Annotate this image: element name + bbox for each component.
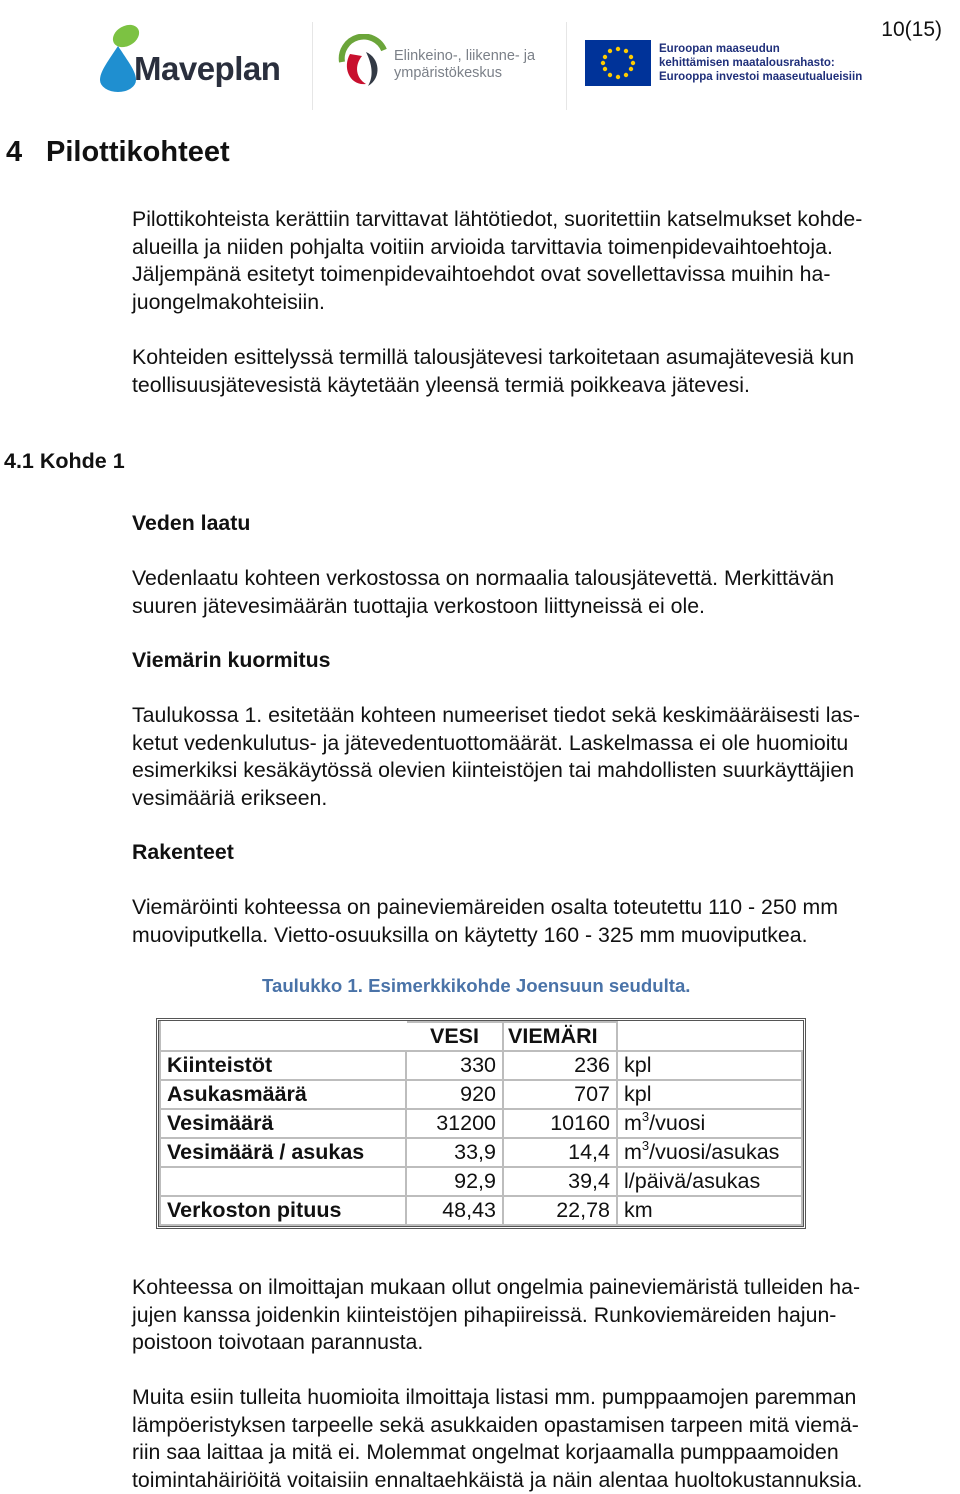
eu-logo: [585, 40, 875, 90]
row-label: Asukasmäärä: [160, 1080, 406, 1109]
cell-vesi: 92,9: [406, 1167, 503, 1196]
row-label: Vesimäärä: [160, 1109, 406, 1138]
cell-viemari: 22,78: [503, 1196, 617, 1225]
section-heading: [6, 136, 230, 169]
page-number: 10(15): [881, 18, 942, 42]
subsection-number: 4.1: [4, 449, 34, 473]
cell-vesi: 33,9: [406, 1138, 503, 1167]
text-line: jujen kanssa joidenkin kiinteistöjen pihapiireissä. Runkoviemäreiden hajun-: [132, 1302, 947, 1330]
text-line: alueilla ja niiden pohjalta voitiin arvioida tarvittavia toimenpidevaihtoehtoja.: [132, 234, 947, 262]
text-line: suuren jätevesimäärän tuottajia verkostoon liittyneissä ei ole.: [132, 593, 947, 621]
header-cell-vesi: VESI: [406, 1022, 503, 1051]
section-title: Pilottikohteet: [46, 136, 230, 168]
heading-viemarin-kuormitus: Viemärin kuormitus: [132, 648, 330, 673]
data-table: [159, 1021, 803, 1226]
cell-unit: [617, 1167, 802, 1196]
row-label: Vesimäärä / asukas: [160, 1138, 406, 1167]
subsection-heading: [4, 449, 125, 474]
text-line: Taulukossa 1. esitetään kohteen numeeriset tiedot sekä keskimääräisesti las-: [132, 702, 947, 730]
unit-text: kpl: [624, 1053, 651, 1077]
unit-text: /vuosi/asukas: [649, 1140, 779, 1164]
unit-exponent: 3: [642, 1138, 649, 1153]
unit-exponent: 3: [642, 1109, 649, 1124]
row-label: Kiinteistöt: [160, 1051, 406, 1080]
text-line: lämpöeristyksen tarpeelle sekä asukkaiden opastamisen tarpeen mitä viemä-: [132, 1412, 947, 1440]
paragraph-rakenteet: [132, 894, 947, 949]
text-line: Jäljempänä esitetyt toimenpidevaihtoehdot ovat sovellettavissa muihin ha-: [132, 261, 947, 289]
table-row: [160, 1051, 802, 1080]
text-line: Pilottikohteista kerättiin tarvittavat lähtötiedot, suoritettiin katselmukset kohde-: [132, 206, 947, 234]
heading-rakenteet: Rakenteet: [132, 840, 234, 865]
intro-paragraph-1: [132, 206, 947, 316]
text-line: Muita esiin tulleita huomioita ilmoittaja listasi mm. pumppaamojen paremman: [132, 1384, 947, 1412]
text-line: muoviputkella. Vietto-osuuksilla on käytetty 160 - 325 mm muoviputkea.: [132, 922, 947, 950]
text-line: riin saa laittaa ja mitä ei. Molemmat ongelmat korjaamalla pumppaamoiden: [132, 1439, 947, 1467]
header-cell: [617, 1022, 802, 1051]
ely-emblem-icon: [336, 34, 390, 90]
ely-name-line2: ympäristökeskus: [394, 65, 535, 82]
cell-vesi: 48,43: [406, 1196, 503, 1225]
text-line: esimerkiksi kesäkäytössä olevien kiinteistöjen tai mahdollisten suurkäyttäjien: [132, 757, 947, 785]
heading-veden-laatu: Veden laatu: [132, 511, 250, 536]
header-cell: [160, 1022, 406, 1051]
text-line: toimintahäiriöitä voitaisiin ennaltaehkäistä ja näin alentaa huoltokustannuksia.: [132, 1467, 947, 1494]
cell-unit: [617, 1109, 802, 1138]
text-line: Kohteessa on ilmoittajan mukaan ollut ongelmia paineviemäristä tulleiden ha-: [132, 1274, 947, 1302]
eu-text-line3: Eurooppa investoi maaseutualueisiin: [659, 70, 862, 84]
table-row: [160, 1167, 802, 1196]
unit-text: kpl: [624, 1082, 651, 1106]
ely-logo: [336, 34, 556, 94]
cell-unit: [617, 1196, 802, 1225]
cell-viemari: 39,4: [503, 1167, 617, 1196]
cell-vesi: 31200: [406, 1109, 503, 1138]
row-label: Verkoston pituus: [160, 1196, 406, 1225]
unit-text: l/päivä/asukas: [624, 1169, 760, 1193]
cell-viemari: 236: [503, 1051, 617, 1080]
logo-divider: [566, 22, 567, 110]
cell-viemari: 10160: [503, 1109, 617, 1138]
unit-text: km: [624, 1198, 653, 1222]
table-row: [160, 1080, 802, 1109]
closing-paragraph-1: [132, 1274, 947, 1357]
data-table-frame: [156, 1018, 806, 1229]
text-line: juongelmakohteisiin.: [132, 289, 947, 317]
intro-paragraph-2: [132, 344, 947, 399]
eu-text-line1: Euroopan maaseudun: [659, 42, 862, 56]
section-number: 4: [6, 136, 46, 169]
cell-unit: [617, 1080, 802, 1109]
text-line: ketut vedenkulutus- ja jätevedentuottomäärät. Laskelmassa ei ole huomioitu: [132, 730, 947, 758]
text-line: Kohteiden esittelyssä termillä talousjätevesi tarkoitetaan asumajätevesiä kun: [132, 344, 947, 372]
unit-text: m: [624, 1111, 642, 1135]
cell-unit: [617, 1138, 802, 1167]
maveplan-wordmark: Maveplan: [134, 50, 280, 88]
cell-viemari: 707: [503, 1080, 617, 1109]
unit-text: /vuosi: [649, 1111, 705, 1135]
ely-name-line1: Elinkeino-, liikenne- ja: [394, 48, 535, 65]
maveplan-logo: [96, 18, 296, 98]
table-row: [160, 1196, 802, 1225]
text-line: Vedenlaatu kohteen verkostossa on normaalia talousjätevettä. Merkittävän: [132, 565, 947, 593]
cell-vesi: 920: [406, 1080, 503, 1109]
cell-viemari: 14,4: [503, 1138, 617, 1167]
closing-paragraph-2: [132, 1384, 947, 1494]
table-caption: Taulukko 1. Esimerkkikohde Joensuun seudulta.: [262, 975, 690, 997]
logo-divider: [312, 22, 313, 110]
subsection-title: Kohde 1: [40, 449, 125, 473]
row-label: [160, 1167, 406, 1196]
unit-text: m: [624, 1140, 642, 1164]
table-header-row: [160, 1022, 802, 1051]
text-line: teollisuusjätevesistä käytetään yleensä termiä poikkeava jätevesi.: [132, 372, 947, 400]
text-line: vesimääriä erikseen.: [132, 785, 947, 813]
eu-flag-icon: [585, 40, 651, 86]
table-row: [160, 1138, 802, 1167]
header-cell-viemari: VIEMÄRI: [503, 1022, 617, 1051]
text-line: Viemäröinti kohteessa on paineviemäreiden osalta toteutettu 110 - 250 mm: [132, 894, 947, 922]
table-row: [160, 1109, 802, 1138]
cell-vesi: 330: [406, 1051, 503, 1080]
paragraph-veden-laatu: [132, 565, 947, 620]
eu-text-line2: kehittämisen maatalousrahasto:: [659, 56, 862, 70]
paragraph-viemarin-kuormitus: [132, 702, 947, 812]
text-line: poistoon toivotaan parannusta.: [132, 1329, 947, 1357]
cell-unit: [617, 1051, 802, 1080]
